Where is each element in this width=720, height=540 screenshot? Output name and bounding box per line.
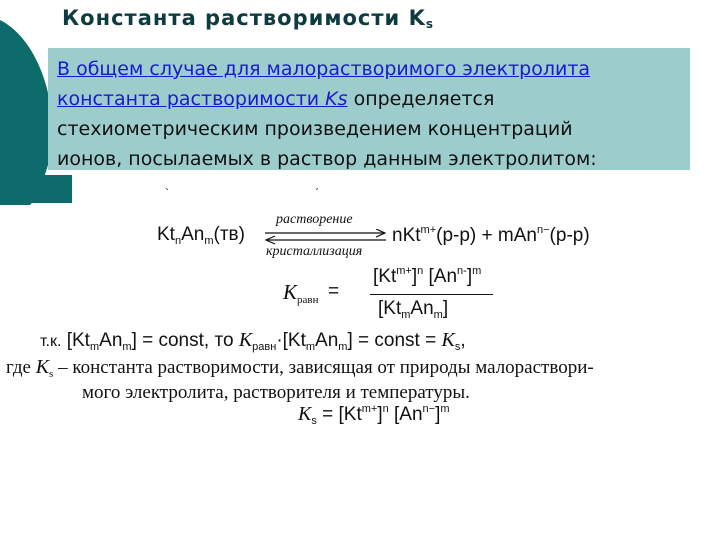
eq3-const-to: ] = const, то <box>131 330 234 351</box>
eq4-eq-kt: = [Kt <box>322 404 362 425</box>
eq3-sub4: m <box>338 341 348 353</box>
eq4-charge1: m+ <box>361 403 378 415</box>
scan-artifact-left: ` <box>165 186 169 200</box>
callout-link-text-1: В общем случае для малорастворимого электролита <box>57 58 591 80</box>
eq1-kt: Kt <box>157 224 175 245</box>
eq4-ks: K <box>298 403 312 425</box>
title-text: Константа растворимости K <box>62 6 426 30</box>
eq1-man: mAn <box>497 225 537 246</box>
eq1-phase-solid: (тв) <box>213 224 245 245</box>
callout-link-text-2 <box>57 88 348 110</box>
equation-dissolution-lhs <box>157 224 245 247</box>
eq3-ks: K <box>441 329 455 351</box>
eq1-sub-n: n <box>174 235 182 247</box>
eq2-den-close: ] <box>442 298 449 319</box>
definition-callout <box>48 48 690 170</box>
eq1-charge-anion: n− <box>537 224 550 236</box>
eq2-num-an-close: ] <box>466 266 473 287</box>
eq1-nkt: nKt <box>392 225 421 246</box>
eq2-k-sub: равн <box>297 294 319 306</box>
eq2-num-kt-close: ] <box>411 266 418 287</box>
eq3-sub2: m <box>122 341 132 353</box>
eq2-den-sub1: m <box>401 309 411 321</box>
callout-line-3: стехиометрическим произведением концентраций <box>57 118 573 140</box>
def-where: где <box>6 357 31 378</box>
eq2-numerator <box>373 265 481 288</box>
eq3-kt: [Kt <box>66 330 90 351</box>
callout-line-4: ионов, посылаемых в раствор данным электролитом: <box>57 148 597 170</box>
scan-artifact-right: ˊ <box>315 186 319 200</box>
eq1-charge-cation: m+ <box>420 224 437 236</box>
def-line1-text: – константа растворимости, зависящая от природы малораствори- <box>58 357 594 378</box>
callout-line-1 <box>57 54 682 84</box>
eq2-den-sub2: m <box>433 309 443 321</box>
eq2-num-kt-charge: m+ <box>396 265 412 277</box>
equilibrium-arrows-icon <box>263 229 388 245</box>
eq4-ks-sub: s <box>311 415 317 427</box>
eq2-den-an: An <box>410 298 434 319</box>
eq3-ks-sub: s <box>454 341 461 353</box>
eq2-num-an: [An <box>428 266 458 287</box>
callout-line2-part1: константа растворимости <box>57 88 326 110</box>
eq2-num-an-exp: m <box>472 265 482 277</box>
eq3-prefix: т.к. <box>40 333 62 350</box>
eq4-exp1: n <box>382 403 389 415</box>
equation-dissolution-rhs <box>392 224 590 247</box>
eq3-kt2: ·[Kt <box>276 330 306 351</box>
eq3-an: An <box>99 330 123 351</box>
eq2-num-an-charge: n- <box>457 265 467 277</box>
definition-line-2: мого электролита, растворителя и температуры. <box>82 382 470 403</box>
eq3-sub3: m <box>305 341 316 353</box>
def-ks-sub: s <box>49 368 54 380</box>
eq2-k: K <box>283 280 298 304</box>
arrow-label-dissolution: растворение <box>276 212 353 227</box>
eq4-close1: ] <box>377 404 383 425</box>
equation-ks-expression <box>298 403 450 427</box>
eq2-denominator <box>378 298 448 321</box>
arrow-label-crystallization: кристаллизация <box>266 244 363 259</box>
callout-line2-part3: определяется <box>347 88 495 110</box>
eq2-den-kt: [Kt <box>378 298 402 319</box>
eq4-close2: ] <box>435 404 441 425</box>
eq1-sub-m: m <box>204 235 214 247</box>
eq4-an: [An <box>394 404 423 425</box>
eq4-charge2: n− <box>422 403 436 415</box>
eq3-comma: , <box>460 330 466 351</box>
eq3-k-sub: равн <box>252 341 277 353</box>
eq1-phase-sol2: (р-р) <box>549 225 590 246</box>
slide-title <box>62 6 434 31</box>
eq2-num-kt: [Kt <box>373 266 397 287</box>
callout-line2-ks: Ks <box>325 88 348 110</box>
eq2-equals: = <box>328 281 340 302</box>
eq1-an: An <box>181 224 205 245</box>
eq2-k-symbol <box>283 280 318 306</box>
eq3-sub1: m <box>89 341 100 353</box>
title-subscript: s <box>425 17 435 31</box>
equation-const-line <box>40 329 466 353</box>
eq2-fraction-bar <box>370 294 493 295</box>
callout-line-2 <box>57 84 682 114</box>
eq1-phase-sol1: (р-р) <box>436 225 477 246</box>
eq2-num-kt-exp: n <box>417 265 424 277</box>
eq3-k: K <box>238 329 253 351</box>
eq4-exp2: m <box>440 403 450 415</box>
eq3-const-end: ] = const = <box>347 330 437 351</box>
eq3-an2: An <box>315 330 339 351</box>
definition-line-1 <box>6 356 594 380</box>
def-ks: K <box>35 356 50 378</box>
eq1-plus: + <box>481 225 493 246</box>
